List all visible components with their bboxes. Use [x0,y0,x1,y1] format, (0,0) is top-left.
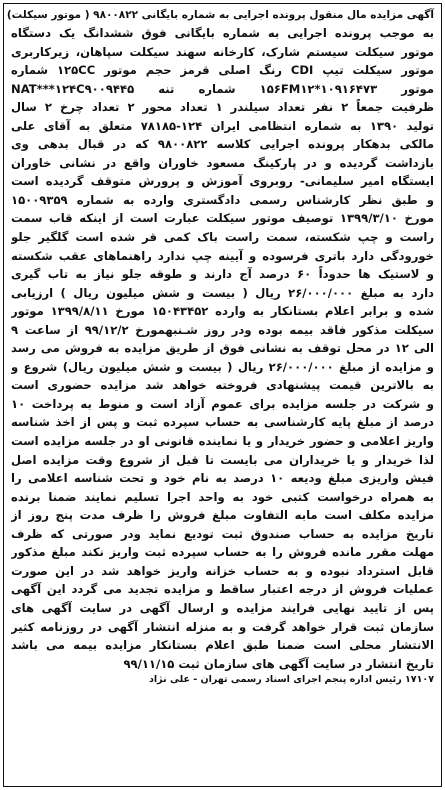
notice-line: درصد از مبلغ پایه کارشناسی به حساب سپرده ثبت و پس از اخذ شناسه [11,415,434,430]
notice-line: موتور سیکلت سیستم شارک، کارخانه سهند سیکلت سپاهان، زیرکاربری [11,44,434,59]
notice-line: و مزایده از مبلغ ۲۶/۰۰۰/۰۰۰ ریال ( بیست و شش میلیون ریال) شروع و [11,359,434,374]
notice-line: تولید ۱۳۹۰ به شماره انتظامی ایران ۱۲۴-۷۸۱۸۵ متعلق به آقای علی [11,118,434,133]
notice-line: فیش واریزی مبلغ ودیعه ۱۰ درصد به نام خود و تحت شناسه اعلامی را [11,471,434,486]
notice-line: واریز اعلامی و حضور خریدار و یا نماینده قانونی او در جلسه مزایده است [11,434,434,449]
notice-line: مالکی بدهکار پرونده اجرایی کلاسه ۹۸۰۰۸۲۲ که در قبال بدهی وی [11,137,434,152]
notice-line: راست و چپ شکسته، سمت راست باک کمی قر شده است گلگیر جلو [11,230,434,245]
notice-line: موتور سیکلت تیپ CDI رنگ اصلی قرمز حجم موتور ۱۲۵CC شماره [11,63,434,78]
notice-line: سیکلت مذکور فاقد بیمه بوده ودر روز شـنبهمورخ ۹۹/۱۲/۲ از ساعت ۹ [11,322,434,337]
notice-line: عملیات فروش از درجه اعتبار ساقط و مزایده تجدید می گردد این آگهی [11,582,434,597]
notice-line: تاریخ مزایده به حساب صندوق ثبت تودیع نماید ودر صورتی که ظرف [11,526,434,541]
notice-line: به موجب پرونده اجرایی به شماره بایگانی فوق ششدانگ یک دستگاه [11,26,434,40]
notice-line: خورودگی دارد باتری فرسوده و آیینه چپ ندارد راهنماهای عقب شکسته [11,248,434,263]
notice-line: مورخ ۱۳۹۹/۳/۱۰ توصیف موتور سیکلت عبارت است از اینکه قاب سمت [11,211,434,226]
notice-line: به بالاترین قیمت پیشنهادی فروخته خواهد شد مزایده حضوری است [11,378,434,393]
notice-footer-signature: ۱۷۱۰۷ رئیس اداره پنجم اجرای اسناد رسمی تهران - علی نژاد [149,674,434,686]
notice-line: دارد به مبلغ ۲۶/۰۰۰/۰۰۰ ریال ( بیست و شش میلیون ریال ) ارزیابی [11,285,434,300]
notice-line: و لاستیک ها حدوداً ۶۰ درصد آج دارند و طوقه جلو نیاز به تاب گیری [11,267,434,282]
notice-line: لذا خریدار و یا خریداران می بایست تا قبل از شروع وقت مزایده اصل [11,452,434,467]
notice-line: و شرکت در جلسه مزایده برای عموم آزاد است و منوط به پرداخت ۱۰ [11,396,434,411]
notice-line: تاریخ انتشار در سایت آگهی های سازمان ثبت ۹۹/۱۱/۱۵ [123,656,434,671]
notice-line: و طبق نظر کارشناس رسمی دادگستری وارده به شماره ۱۵۰۰۹۳۵۹ [11,192,434,207]
notice-line: مهلت مقرر مانده فروش را به حساب سپرده ثبت واریز نکند مبلغ مذکور [11,545,434,560]
notice-line: موتور ۱۵۶FM۱۲*۱۰۹۱۶۴۷۳ شماره تنه NAT***۱۲۴C۹۰۰۹۴۴۵ [11,81,434,96]
notice-title: آگهی مزایده مال منقول پرونده اجرایی به شماره بایگانی ۹۸۰۰۸۲۲ ( موتور سیکلت) [6,9,434,21]
notice-line: شده و برابر اعلام بستانکار به وارده ۱۵۰۴۳۴۵۲ مورخ ۱۳۹۹/۸/۱۱ موتور [11,304,434,319]
notice-line: ایستگاه امیر سلیمانی- روبروی آموزش و پرورش متوقف گردیده است [11,174,434,189]
notice-frame [3,3,442,787]
notice-line: الانتشار محلی است ضمنا طبق اعلام بستانکار مزایده بیمه می باشد [11,638,434,653]
notice-line: بازداشت گردیده و در پارکینگ مسعود خاوران واقع در نشانی خاوران [11,155,434,170]
notice-line: پس از تایید نهایی فرایند مزایده و ارسال آگهی در سایت آگهی های [11,600,434,615]
notice-body [11,24,434,673]
notice-line: قابل استرداد نبوده و به حساب خزانه واریز خواهد شد در این صورت [11,563,434,578]
notice-line: به همراه درخواست کتبی خود به واحد اجرا تسلیم نمایند ضمنا برنده [11,489,434,504]
notice-line: مزایده مکلف است مابه التفاوت مبلغ فروش را ظرف مدت پنج روز از [11,508,434,523]
notice-line: الی ۱۲ در محل توقف به نشانی فوق از طریق مزایده به فروش می رسد [11,341,434,356]
notice-line: سازمان ثبت قرار خواهد گرفت و به منزله انتشار آگهی در روزنامه کثیر [11,619,434,634]
notice-line: ظرفیت جمعاً ۲ نفر تعداد سیلندر ۱ تعداد محور ۲ تعداد چرخ ۲ سال [11,100,434,115]
